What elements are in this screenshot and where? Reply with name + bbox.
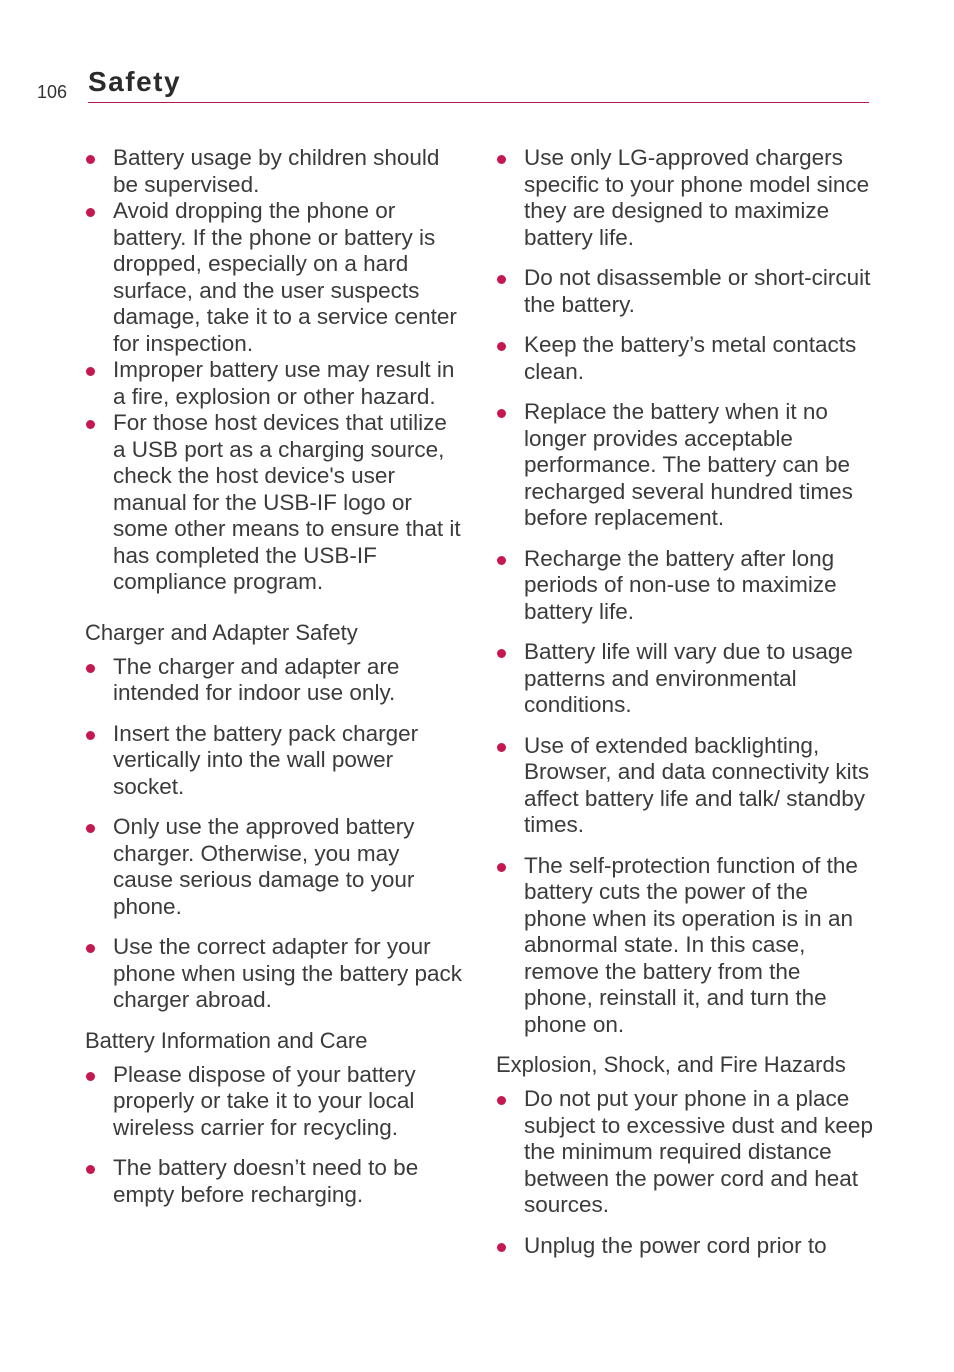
battery-tips-list (495, 145, 875, 1038)
bullet-icon (86, 208, 95, 217)
bullet-icon (86, 664, 95, 673)
list-item: Use of extended backlighting, Browser, and data connectivity kits affect battery life and talk/ standby times. (495, 733, 875, 839)
list-item: Battery usage by children should be supervised. (84, 145, 464, 198)
list-item: The charger and adapter are intended for indoor use only. (84, 654, 464, 707)
bullet-icon (497, 275, 506, 284)
list-item: The self-protection function of the battery cuts the power of the phone when its operation is in an abnormal state. In this case, remove the battery from the phone, reinstall it, and turn the phone on. (495, 853, 875, 1039)
bullet-icon (497, 409, 506, 418)
list-item: Do not disassemble or short-circuit the battery. (495, 265, 875, 318)
bullet-icon (497, 649, 506, 658)
bullet-icon (86, 944, 95, 953)
charger-safety-heading: Charger and Adapter Safety (85, 619, 358, 645)
bullet-icon (497, 743, 506, 752)
list-item: Unplug the power cord prior to (495, 1233, 875, 1260)
list-item: Insert the battery pack charger vertically into the wall power socket. (84, 721, 464, 801)
battery-care-list (84, 1062, 464, 1209)
header-divider (88, 102, 869, 103)
list-item: Use the correct adapter for your phone when using the battery pack charger abroad. (84, 934, 464, 1014)
list-item: Replace the battery when it no longer provides acceptable performance. The battery can be recharged several hundred times before replacement. (495, 399, 875, 532)
list-item: Only use the approved battery charger. Otherwise, you may cause serious damage to your phone. (84, 814, 464, 920)
page-title: Safety (88, 66, 182, 97)
charger-list (84, 654, 464, 1014)
bullet-icon (497, 1096, 506, 1105)
bullet-icon (497, 155, 506, 164)
list-item: Do not put your phone in a place subject to excessive dust and keep the minimum required distance between the power cord and heat sources. (495, 1086, 875, 1219)
bullet-icon (497, 342, 506, 351)
list-item: The battery doesn’t need to be empty before recharging. (84, 1155, 464, 1208)
bullet-icon (497, 863, 506, 872)
intro-list (84, 145, 464, 596)
bullet-icon (86, 155, 95, 164)
bullet-icon (86, 367, 95, 376)
list-item: Improper battery use may result in a fire, explosion or other hazard. (84, 357, 464, 410)
list-item: Battery life will vary due to usage patterns and environmental conditions. (495, 639, 875, 719)
bullet-icon (497, 1243, 506, 1252)
page-number: 106 (37, 82, 68, 102)
bullet-icon (86, 731, 95, 740)
left-column (84, 145, 464, 1222)
list-item: Recharge the battery after long periods of non-use to maximize battery life. (495, 546, 875, 626)
hazards-heading: Explosion, Shock, and Fire Hazards (496, 1052, 846, 1077)
right-column (495, 145, 875, 1273)
list-item: Please dispose of your battery properly or take it to your local wireless carrier for recycling. (84, 1062, 464, 1142)
bullet-icon (86, 824, 95, 833)
hazards-list (495, 1086, 875, 1259)
list-item: For those host devices that utilize a USB port as a charging source, check the host device's user manual for the USB-IF logo or some other means to ensure that it has completed the USB-IF compliance program. (84, 410, 464, 596)
list-item: Use only LG-approved chargers specific to your phone model since they are designed to maximize battery life. (495, 145, 875, 251)
bullet-icon (86, 1072, 95, 1081)
bullet-icon (86, 420, 95, 429)
list-item: Keep the battery’s metal contacts clean. (495, 332, 875, 385)
list-item: Avoid dropping the phone or battery. If the phone or battery is dropped, especially on a hard surface, and the user suspects damage, take it to a service center for inspection. (84, 198, 464, 357)
bullet-icon (497, 556, 506, 565)
battery-info-heading: Battery Information and Care (85, 1027, 368, 1053)
bullet-icon (86, 1165, 95, 1174)
